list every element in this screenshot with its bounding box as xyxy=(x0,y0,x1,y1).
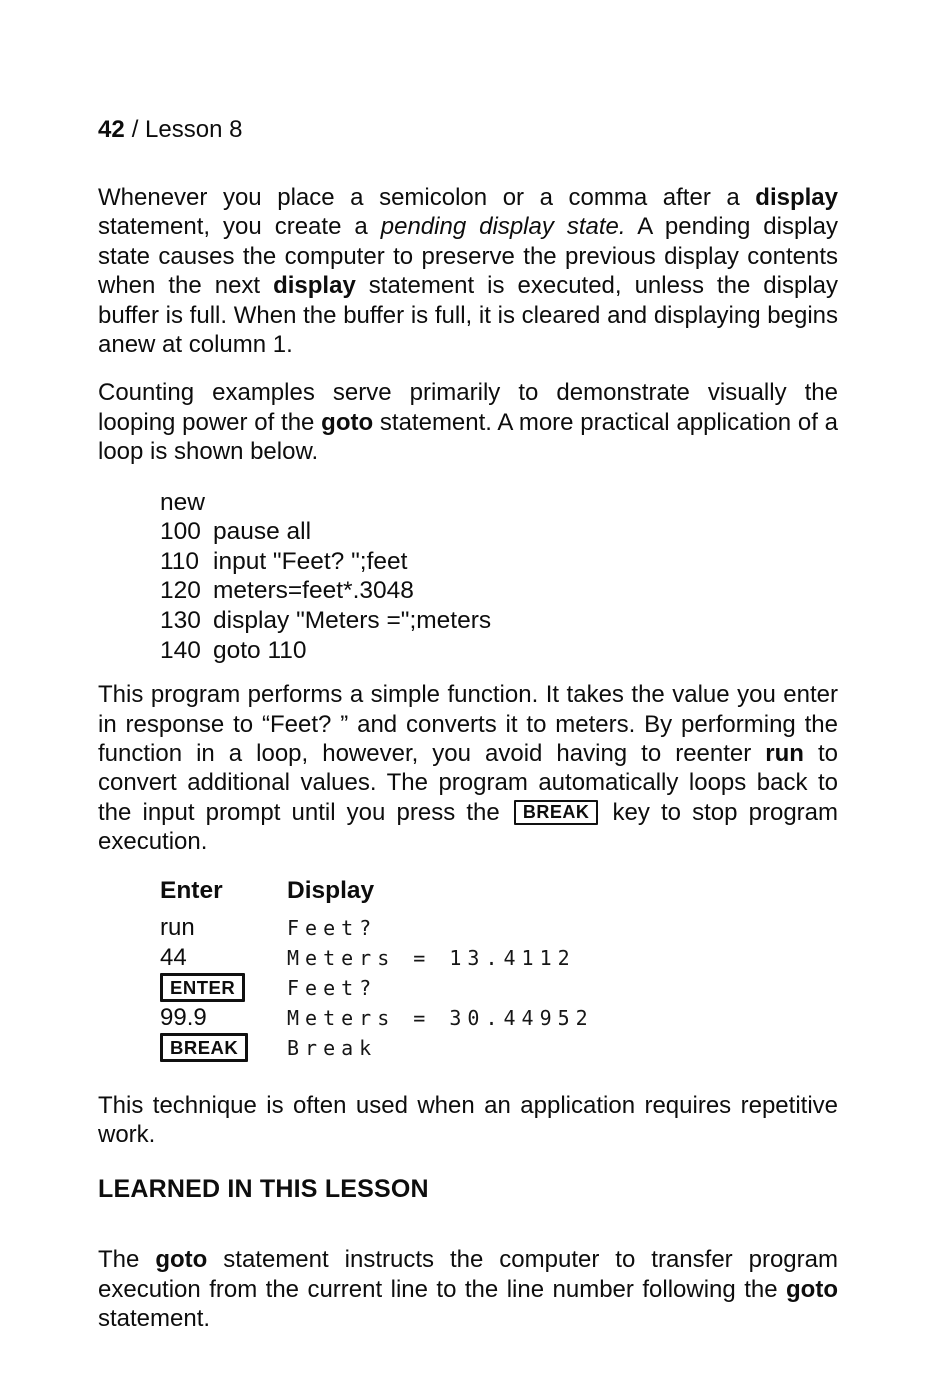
text-run: run xyxy=(765,740,804,768)
break-key: BREAK xyxy=(514,800,599,825)
paragraph-counting-examples xyxy=(98,378,838,466)
paragraph-technique xyxy=(98,1091,838,1150)
display-column-header: Display xyxy=(287,876,375,904)
table-row xyxy=(160,943,838,973)
code-line xyxy=(160,488,838,518)
text-run: statement. A more practical application of a loop is shown below. xyxy=(98,408,839,466)
code-line xyxy=(160,547,838,577)
text-run: This program performs a simple function. It takes the value you enter in response to “Feet? ” and converts it to meters. By performing the function in a loop, however, you avoid having to reenter xyxy=(98,681,838,768)
code-statement: meters=feet*.3048 xyxy=(213,577,414,605)
code-statement: input "Feet? ";feet xyxy=(213,547,408,575)
enter-cell xyxy=(160,973,287,1002)
section-heading: LEARNED IN THIS LESSON xyxy=(98,1175,429,1204)
code-line-number: 120 xyxy=(160,577,201,605)
text-run: statement is executed, unless the display buffer is full. When the buffer is full, it is cleared and displaying begins anew at column 1. xyxy=(98,272,839,359)
paragraph-learned xyxy=(98,1245,838,1333)
enter-cell xyxy=(160,1033,287,1062)
display-cell: Meters = 13.4112 xyxy=(287,945,576,970)
code-line-number: 130 xyxy=(160,607,201,635)
text-run: statement. xyxy=(98,1305,211,1333)
lesson-title: / Lesson 8 xyxy=(131,116,243,143)
break-key: BREAK xyxy=(160,1033,248,1062)
text-run: pending display state. xyxy=(380,213,626,241)
table-row xyxy=(160,913,838,943)
enter-display-table xyxy=(160,876,838,1063)
code-line xyxy=(160,606,838,636)
paragraph-pending-display xyxy=(98,183,838,359)
enter-cell: 99.9 xyxy=(160,1003,207,1031)
enter-cell: 44 xyxy=(160,943,187,971)
code-statement: pause all xyxy=(213,518,312,546)
code-line xyxy=(160,576,838,606)
table-row xyxy=(160,973,838,1003)
enter-column-header: Enter xyxy=(160,876,223,904)
code-line-number: 100 xyxy=(160,518,201,546)
text-run: goto xyxy=(786,1275,838,1303)
text-run: Whenever you place a semicolon or a comma after a xyxy=(98,184,756,211)
code-statement: goto 110 xyxy=(213,636,307,664)
code-line-number: 110 xyxy=(160,547,200,575)
code-block xyxy=(160,488,838,666)
text-run: to convert additional values. The program automatically loops back to the input prompt until you press the xyxy=(98,740,839,826)
text-run: key to stop program execution. xyxy=(98,798,838,856)
table-header-row xyxy=(160,876,838,906)
table-body xyxy=(160,913,838,1063)
text-run: statement, you create a xyxy=(98,213,381,241)
table-row xyxy=(160,1033,838,1063)
code-line-number: 140 xyxy=(160,636,201,664)
text-run: A pending display state causes the computer to preserve the previous display contents when the next xyxy=(98,213,838,300)
page-header xyxy=(98,116,838,143)
text-run: This technique is often used when an application requires repetitive work. xyxy=(98,1091,838,1149)
text-run: Counting examples serve primarily to demonstrate visually the looping power of the xyxy=(98,379,838,436)
code-statement: display "Meters =";meters xyxy=(213,607,492,635)
text-run: The xyxy=(98,1246,156,1274)
paragraph-program-explanation xyxy=(98,680,838,856)
display-cell: Break xyxy=(287,1035,378,1060)
code-line xyxy=(160,636,838,666)
enter-cell: run xyxy=(160,913,195,941)
text-run: display xyxy=(273,272,356,300)
code-statement: new xyxy=(160,488,205,516)
page-content xyxy=(98,116,838,1353)
text-run: goto xyxy=(321,408,374,436)
display-cell: Meters = 30.44952 xyxy=(287,1005,594,1030)
text-run: statement instructs the computer to transfer program execution from the current line to the line number following the xyxy=(98,1246,838,1303)
table-row xyxy=(160,1003,838,1033)
text-run: display xyxy=(755,184,838,211)
display-cell: Feet? xyxy=(287,915,378,940)
code-line xyxy=(160,517,838,547)
page-number: 42 xyxy=(98,116,125,143)
display-cell: Feet? xyxy=(287,975,378,1000)
text-run: goto xyxy=(155,1246,208,1274)
enter-key: ENTER xyxy=(160,973,245,1002)
